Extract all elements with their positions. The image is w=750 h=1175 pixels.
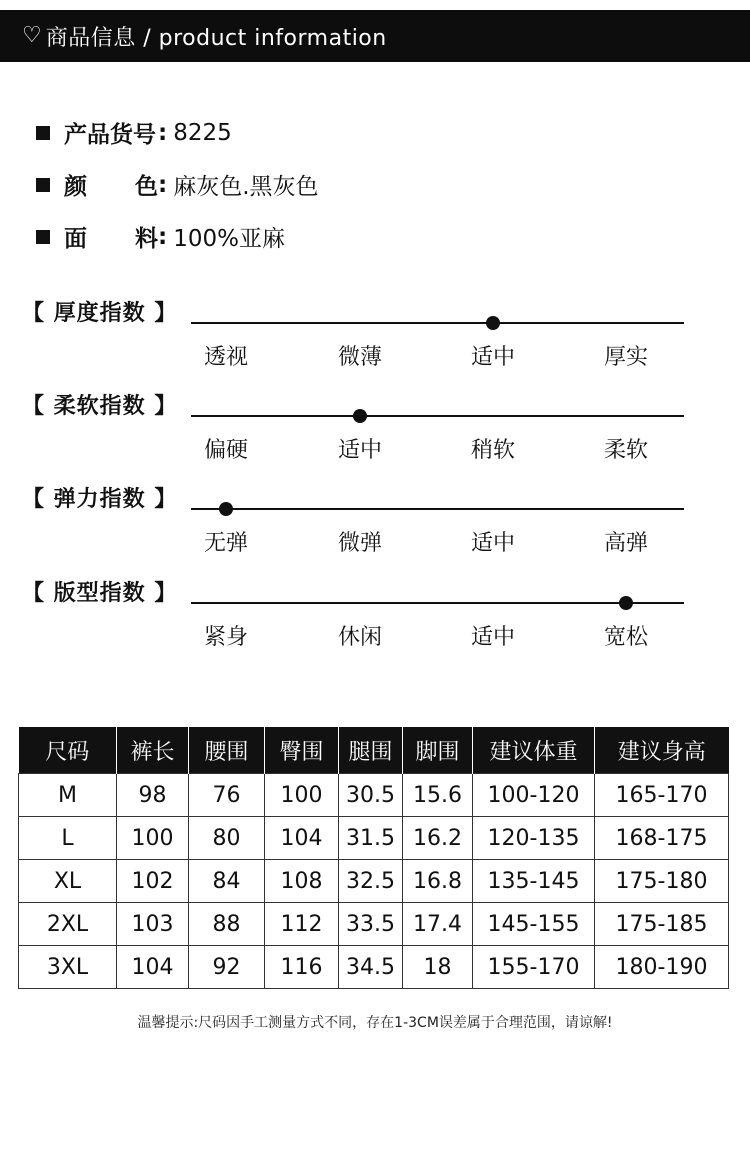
scale-option: 微薄 bbox=[337, 345, 382, 370]
scale-option: 适中 bbox=[470, 531, 515, 556]
table-header: 裤长 bbox=[117, 727, 189, 774]
table-cell: 100 bbox=[265, 774, 339, 817]
table-header: 建议身高 bbox=[595, 727, 729, 774]
table-cell: 84 bbox=[189, 860, 265, 903]
table-cell: 155-170 bbox=[473, 946, 595, 989]
table-cell: 112 bbox=[265, 903, 339, 946]
table-cell: 30.5 bbox=[339, 774, 403, 817]
scale-option: 适中 bbox=[470, 345, 515, 370]
scale-title: 【 弹力指数 】 bbox=[22, 487, 178, 512]
heart-icon: ♡ bbox=[22, 23, 42, 48]
scale-line bbox=[191, 508, 684, 510]
spec-item-color: 颜 色 : 麻灰色.黑灰色 bbox=[36, 168, 319, 201]
section-header bbox=[0, 10, 750, 62]
table-cell: 15.6 bbox=[403, 774, 473, 817]
table-header: 尺码 bbox=[19, 727, 117, 774]
scale-option: 紧身 bbox=[203, 625, 248, 650]
table-row bbox=[19, 903, 729, 946]
spec-label: 颜 色 bbox=[64, 174, 158, 200]
scale-line bbox=[191, 322, 684, 324]
table-cell: 120-135 bbox=[473, 817, 595, 860]
table-header: 臀围 bbox=[265, 727, 339, 774]
spec-value: 麻灰色.黑灰色 bbox=[173, 174, 319, 200]
scale-option: 偏硬 bbox=[203, 438, 248, 463]
table-cell: 100-120 bbox=[473, 774, 595, 817]
table-header: 脚围 bbox=[403, 727, 473, 774]
table-cell: 168-175 bbox=[595, 817, 729, 860]
table-cell: 88 bbox=[189, 903, 265, 946]
scale-option: 休闲 bbox=[337, 625, 382, 650]
table-cell: 175-185 bbox=[595, 903, 729, 946]
table-cell: 34.5 bbox=[339, 946, 403, 989]
table-cell: 104 bbox=[117, 946, 189, 989]
table-cell: 80 bbox=[189, 817, 265, 860]
table-cell: 2XL bbox=[19, 903, 117, 946]
scale-indicator-dot bbox=[219, 502, 233, 516]
table-cell: L bbox=[19, 817, 117, 860]
table-row bbox=[19, 946, 729, 989]
table-cell: 33.5 bbox=[339, 903, 403, 946]
scale-line bbox=[191, 415, 684, 417]
table-row bbox=[19, 774, 729, 817]
spec-value: 8225 bbox=[173, 119, 232, 146]
table-cell: 100 bbox=[117, 817, 189, 860]
scale-indicator-dot bbox=[486, 316, 500, 330]
table-cell: M bbox=[19, 774, 117, 817]
table-header: 建议体重 bbox=[473, 727, 595, 774]
table-row bbox=[19, 817, 729, 860]
table-cell: 175-180 bbox=[595, 860, 729, 903]
table-cell: 108 bbox=[265, 860, 339, 903]
size-note: 温馨提示:尺码因手工测量方式不同，存在1-3CM误差属于合理范围，请谅解! bbox=[137, 1015, 613, 1031]
spec-item-number: 产品货号 : 8225 bbox=[36, 116, 232, 149]
square-bullet-icon bbox=[36, 126, 50, 140]
table-row bbox=[19, 860, 729, 903]
scale-fit bbox=[0, 576, 750, 656]
scale-line bbox=[191, 602, 684, 604]
square-bullet-icon bbox=[36, 178, 50, 192]
scale-option: 柔软 bbox=[603, 438, 648, 463]
table-cell: 76 bbox=[189, 774, 265, 817]
table-cell: 145-155 bbox=[473, 903, 595, 946]
size-table bbox=[18, 727, 729, 989]
scale-option: 透视 bbox=[203, 345, 248, 370]
table-cell: 102 bbox=[117, 860, 189, 903]
table-cell: 16.2 bbox=[403, 817, 473, 860]
scale-title: 【 厚度指数 】 bbox=[22, 301, 178, 326]
scale-option: 稍软 bbox=[470, 438, 515, 463]
spec-item-fabric: 面 料 : 100%亚麻 bbox=[36, 220, 285, 253]
table-cell: 104 bbox=[265, 817, 339, 860]
table-cell: 92 bbox=[189, 946, 265, 989]
table-cell: 31.5 bbox=[339, 817, 403, 860]
scale-title: 【 版型指数 】 bbox=[22, 581, 178, 606]
table-cell: 3XL bbox=[19, 946, 117, 989]
square-bullet-icon bbox=[36, 230, 50, 244]
table-cell: 116 bbox=[265, 946, 339, 989]
scale-option: 宽松 bbox=[603, 625, 648, 650]
scale-elasticity bbox=[0, 482, 750, 562]
table-cell: 98 bbox=[117, 774, 189, 817]
scale-option: 适中 bbox=[470, 625, 515, 650]
scale-title: 【 柔软指数 】 bbox=[22, 394, 178, 419]
scale-indicator-dot bbox=[353, 409, 367, 423]
spec-label: 面 料 bbox=[64, 226, 158, 252]
table-cell: 103 bbox=[117, 903, 189, 946]
table-cell: 16.8 bbox=[403, 860, 473, 903]
scale-option: 微弹 bbox=[337, 531, 382, 556]
table-cell: 32.5 bbox=[339, 860, 403, 903]
table-cell: 165-170 bbox=[595, 774, 729, 817]
table-cell: XL bbox=[19, 860, 117, 903]
scale-softness bbox=[0, 389, 750, 469]
scale-thickness bbox=[0, 296, 750, 376]
spec-value: 100%亚麻 bbox=[173, 226, 285, 252]
table-header: 腿围 bbox=[339, 727, 403, 774]
scale-option: 无弹 bbox=[203, 531, 248, 556]
section-title: 商品信息 / product information bbox=[45, 25, 387, 51]
scale-option: 厚实 bbox=[603, 345, 648, 370]
spec-label: 产品货号 bbox=[64, 122, 156, 148]
scale-option: 适中 bbox=[337, 438, 382, 463]
table-cell: 17.4 bbox=[403, 903, 473, 946]
table-cell: 18 bbox=[403, 946, 473, 989]
scale-option: 高弹 bbox=[603, 531, 648, 556]
scale-indicator-dot bbox=[619, 596, 633, 610]
table-cell: 135-145 bbox=[473, 860, 595, 903]
table-header: 腰围 bbox=[189, 727, 265, 774]
table-header-row bbox=[19, 727, 729, 774]
table-cell: 180-190 bbox=[595, 946, 729, 989]
